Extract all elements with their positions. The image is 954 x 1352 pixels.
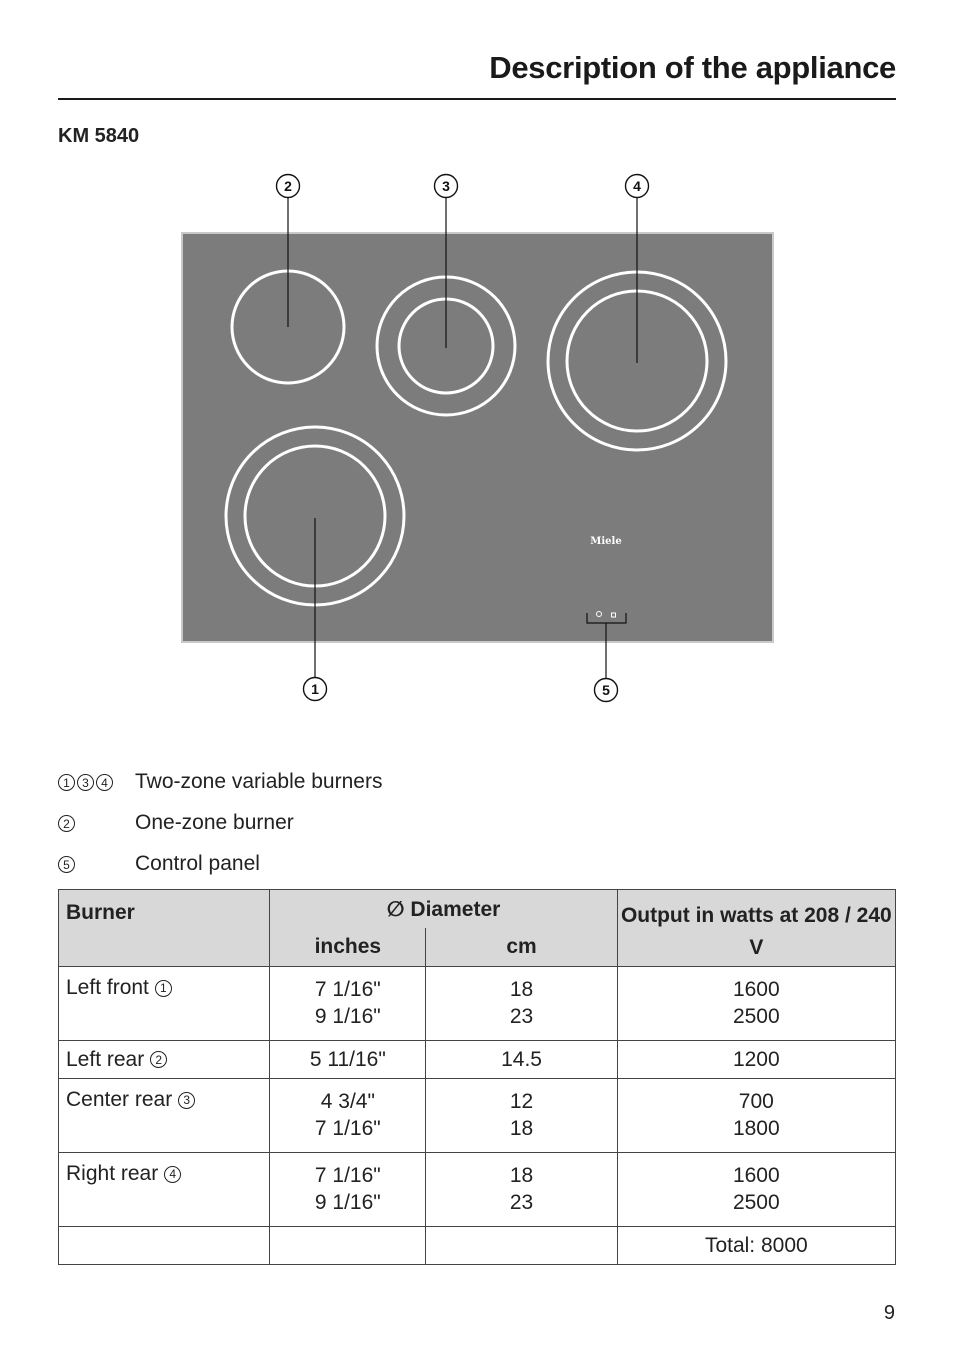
- table-row: [59, 1079, 896, 1153]
- header-burner: Burner: [59, 890, 270, 967]
- callout-1: [304, 678, 327, 701]
- watts-value: 700: [738, 1090, 774, 1113]
- cm-value: 23: [509, 1191, 534, 1214]
- callout-4: [626, 175, 649, 198]
- brand-logo: Miele: [590, 536, 622, 547]
- watts-value: 1600: [732, 1164, 780, 1187]
- watts-value: 2500: [732, 1191, 780, 1214]
- burner-number: 4: [164, 1166, 181, 1183]
- header-diameter: ∅ Diameter: [270, 890, 617, 929]
- burner-spec-table: [58, 889, 896, 1265]
- legend-text: Two-zone variable burners: [135, 770, 383, 793]
- table-row: [59, 967, 896, 1041]
- cm-value: 18: [509, 1117, 534, 1140]
- total-row: [59, 1227, 896, 1265]
- watts-value: 1800: [732, 1117, 780, 1140]
- inches-value: 9 1/16": [314, 1005, 381, 1028]
- model-heading: KM 5840: [58, 125, 140, 147]
- callout-2: [277, 175, 300, 198]
- burner-number: 2: [150, 1051, 167, 1068]
- burner-number: 3: [178, 1092, 195, 1109]
- inches-value: 7 1/16": [314, 978, 381, 1001]
- inches-value: 5 11/16": [309, 1048, 386, 1071]
- table-row: [59, 1153, 896, 1227]
- burner-name: Center rear: [66, 1088, 173, 1111]
- watts-value: 2500: [732, 1005, 780, 1028]
- legend-key-1: 1: [58, 774, 75, 791]
- cm-value: 12: [509, 1090, 534, 1113]
- cm-value: 18: [509, 1164, 534, 1187]
- svg-text:4: 4: [633, 178, 641, 194]
- total-watts: Total: 8000: [617, 1227, 895, 1265]
- legend-text: Control panel: [135, 852, 260, 875]
- inches-value: 4 3/4": [320, 1090, 375, 1113]
- page-number: 9: [883, 1302, 895, 1324]
- legend-key-5: 5: [58, 856, 75, 873]
- header-cm: cm: [426, 928, 617, 967]
- legend-key-4: 4: [96, 774, 113, 791]
- burner-name: Left rear: [66, 1047, 145, 1071]
- cm-value: 14.5: [501, 1048, 542, 1071]
- inches-value: 7 1/16": [314, 1117, 381, 1140]
- burner-name: Right rear: [66, 1162, 159, 1185]
- legend-text: One-zone burner: [135, 811, 294, 834]
- page-title: Description of the appliance: [489, 50, 896, 85]
- burner-name: Left front: [66, 976, 149, 999]
- svg-text:5: 5: [602, 682, 610, 698]
- svg-text:1: 1: [311, 681, 319, 697]
- header-output: Output in watts at 208 / 240 V: [617, 890, 895, 967]
- cm-value: 18: [509, 978, 534, 1001]
- title-divider: [58, 98, 896, 100]
- header-inches: inches: [270, 928, 426, 967]
- cooktop-diagram: [0, 160, 954, 720]
- callout-5: [595, 679, 618, 702]
- svg-text:2: 2: [284, 178, 292, 194]
- legend-key-3: 3: [77, 774, 94, 791]
- callout-3: [435, 175, 458, 198]
- cm-value: 23: [509, 1005, 534, 1028]
- inches-value: 9 1/16": [314, 1191, 381, 1214]
- watts-value: 1600: [732, 978, 780, 1001]
- inches-value: 7 1/16": [314, 1164, 381, 1187]
- legend-key-2: 2: [58, 815, 75, 832]
- burner-number: 1: [155, 980, 172, 997]
- svg-text:3: 3: [442, 178, 450, 194]
- watts-value: 1200: [732, 1048, 780, 1071]
- table-row: [59, 1041, 896, 1079]
